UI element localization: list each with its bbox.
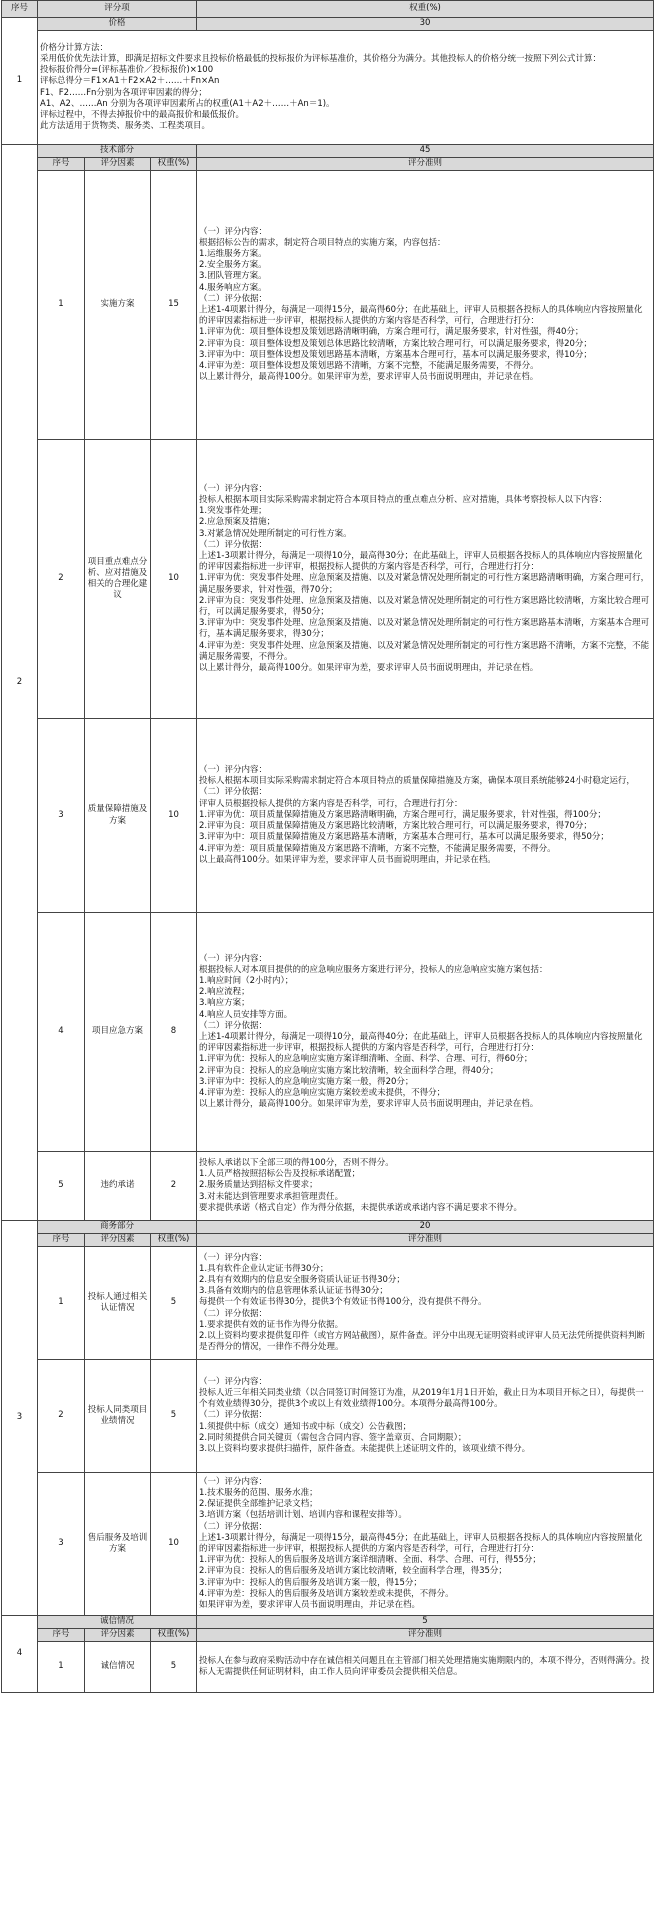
row-criteria-text [197,440,654,719]
table-row [2,1247,654,1360]
row-number: 5 [38,1152,85,1221]
row-factor: 诚信情况 [85,1642,151,1693]
row-factor: 投标人同类项目业绩情况 [85,1360,151,1473]
criteria-line: 要求提供承诺（格式自定）作为得分依据，未提供承诺或承诺内容不满足要求不得分。 [199,1202,523,1213]
criteria-line: 2.响应流程； [199,987,250,998]
criteria-line: 3.评审为中：项目整体设想及策划思路基本清晰，方案基本合理可行，基本可以满足服务要求，得10分； [199,349,592,360]
criteria-line: （一）评分内容： [199,226,268,237]
criteria-line: （二）评分依据： [199,1020,268,1031]
section-criteria-text [38,31,654,145]
sub-header-weight: 权重(%) [151,1234,197,1247]
row-weight: 15 [151,171,197,440]
criteria-line: 以上累计得分，最高得100分。如果评审为差，要求评审人员书面说明理由，并记录在档。 [199,372,539,383]
criteria-line: 上述1-4项累计得分，每满足一项得10分，最高得40分；在此基础上，评审人员根据各投标人的具体响应内容按照量化的评审因素指标进一步评审，根据投标人提供的方案内容是否科学，可行，合理进行打分： [199,1032,643,1054]
row-number: 2 [38,1360,85,1473]
criteria-line: 2.保证提供全部维护记录文档； [199,1499,318,1510]
sub-header-no: 序号 [38,158,85,171]
criteria-line: （二）评分依据： [199,1410,268,1421]
criteria-line: 根据招标公告的需求，制定符合项目特点的实施方案，内容包括： [199,237,446,248]
criteria-line: 3.评审为中：项目质量保障措施及方案思路基本清晰，方案基本合理可行，基本可以满足服务要求，得50分； [199,832,609,843]
row-weight: 8 [151,913,197,1152]
row-factor: 违约承诺 [85,1152,151,1221]
row-weight: 2 [151,1152,197,1221]
section-content-row [2,31,654,145]
row-criteria-text [197,1152,654,1221]
row-number: 1 [38,1642,85,1693]
criteria-line: 3.以上资料均要求提供扫描件，原件备查。未能提供上述证明文件的，该项业绩不得分。 [199,1444,531,1454]
row-criteria-text [197,171,654,440]
section-number: 1 [2,18,38,145]
section-number: 2 [2,145,38,1221]
table-header-row [2,1,654,18]
criteria-line: 2.评审为良：项目整体设想及策划总体思路比较清晰，方案比较合理可行，可以满足服务要求，得20分； [199,338,592,349]
section-number: 4 [2,1616,38,1693]
row-number: 2 [38,440,85,719]
section-number: 3 [2,1221,38,1616]
criteria-line: 3.评审为中：投标人的应急响应实施方案一般，得20分； [199,1076,414,1087]
row-factor: 项目重点难点分析、应对措施及相关的合理化建议 [85,440,151,719]
criteria-line: 1.评审为优：突发事件处理、应急预案及措施、以及对紧急情况处理所制定的可行性方案思路清晰明确，方案合理可行，满足服务要求，针对性强，得70分； [199,573,650,595]
row-factor: 项目应急方案 [85,913,151,1152]
criteria-line: 投标人在参与政府采购活动中存在诚信相关问题且在主管部门相关处理措施实施期限内的，本项不得分，否则得满分。投标人无需提供任何证明材料，由工作人员向评审委员会提供相关信息。 [199,1655,650,1677]
row-weight: 10 [151,440,197,719]
criteria-line: 上述1-4项累计得分，每满足一项得15分，最高得60分；在此基础上，评审人员根据各投标人的具体响应内容按照量化的评审因素指标进一步评审，根据投标人提供的方案内容是否科学，可行，合理进行打分： [199,305,643,327]
criteria-line: （一）评分内容： [199,765,268,776]
criteria-line: 3.对未能达到管理要求承担管理责任。 [199,1191,344,1202]
row-number: 1 [38,171,85,440]
sub-header-factor: 评分因素 [85,1629,151,1642]
sub-header-row [2,1629,654,1642]
row-number: 3 [38,1473,85,1616]
section-header-row [2,1616,654,1629]
row-factor: 实施方案 [85,171,151,440]
criteria-line: 1.评审为优：项目质量保障措施及方案思路清晰明确，方案合理可行，满足服务要求，针对性强，得100分； [199,809,606,820]
criteria-line: （二）评分依据： [199,1308,268,1319]
criteria-line: 4.服务响应方案。 [199,282,267,293]
section-weight: 30 [197,18,654,31]
criteria-line: 2.以上资料均要求提供复印件（或官方网站截图），原件备查。评分中出现无证明资料或评审人员无法凭所提供资料判断是否得分的情况，一律作不得分处理。 [199,1331,645,1353]
sub-header-row [2,1234,654,1247]
table-row [2,1642,654,1693]
criteria-line: 1.技术服务的范围、服务水准； [199,1487,318,1498]
row-weight: 5 [151,1247,197,1360]
section-title: 价格 [38,18,197,31]
criteria-line: （二）评分依据： [199,787,268,798]
criteria-line: 4.评审为差：项目整体设想及策划思路不清晰，方案不完整，不能满足服务需要，不得分。 [199,361,539,372]
criteria-line: 评标总得分＝F1×A1＋F2×A2＋……＋Fn×An [40,76,220,87]
row-factor: 售后服务及培训方案 [85,1473,151,1616]
criteria-line: 3.对紧急情况处理所制定的可行性方案。 [199,528,352,539]
criteria-line: 投标人根据本项目实际采购需求制定符合本项目特点的质量保障措施及方案，确保本项目系统能够24小时稳定运行， [199,776,635,787]
criteria-line: 上述1-3项累计得分，每满足一项得10分，最高得30分；在此基础上，评审人员根据各投标人的具体响应内容按照量化的评审因素指标进一步评审，根据投标人提供的方案内容是否科学，可行，合理进行打分： [199,550,643,573]
section-weight: 20 [197,1221,654,1234]
table-row [2,440,654,719]
section-weight: 45 [197,145,654,158]
criteria-line: A1、A2、……An 分别为各项评审因素所占的权重(A1＋A2＋……＋An＝1)。 [40,98,335,109]
sub-header-row [2,158,654,171]
table-row [2,1473,654,1616]
criteria-line: 如果评审为差，要求评审人员书面说明理由，并记录在档。 [199,1600,421,1611]
criteria-line: 2.评审为良：投标人的应急响应实施方案比较清晰，较全面科学合理，得40分； [199,1065,499,1076]
section-header-row [2,145,654,158]
header-weight: 权重(%) [197,1,654,18]
row-number: 3 [38,719,85,913]
criteria-line: 1.运维服务方案。 [199,248,267,259]
criteria-line: 1.具有软件企业认定证书得30分； [199,1263,329,1274]
row-criteria-text [197,1642,654,1693]
row-number: 4 [38,913,85,1152]
criteria-line: （二）评分依据： [199,539,268,550]
criteria-line: 3.团队管理方案。 [199,271,267,282]
criteria-line: 4.评审为差：突发事件处理、应急预案及措施、以及对紧急情况处理所制定的可行性方案思路不清晰，方案不完整，不能满足服务需要，不得分。 [199,640,650,662]
section-header-row [2,1221,654,1234]
criteria-line: 1.要求提供有效的证书作为得分依据。 [199,1319,344,1330]
row-weight: 10 [151,1473,197,1616]
row-number: 1 [38,1247,85,1360]
row-criteria-text [197,1473,654,1616]
row-weight: 10 [151,719,197,913]
criteria-line: 2.同时须提供合同关键页（需包含合同内容、签字盖章页、合同期限）； [199,1432,467,1443]
table-row [2,913,654,1152]
criteria-line: 3.培训方案（包括培训计划、培训内容和课程安排等）。 [199,1510,407,1521]
criteria-line: （二）评分依据： [199,1521,268,1532]
criteria-line: 1.评审为优：投标人的售后服务及培训方案详细清晰、全面、科学、合理、可行，得55分； [199,1555,541,1566]
sub-header-no: 序号 [38,1234,85,1247]
criteria-line: 1.须提供中标（成交）通知书或中标（成交）公告截图； [199,1421,412,1432]
criteria-line: 上述1-3项累计得分，每满足一项得15分，最高得45分；在此基础上，评审人员根据各投标人的具体响应内容按照量化的评审因素指标进一步评审，根据投标人提供的方案内容是否科学，可行，合理进行打分： [199,1532,643,1554]
criteria-line: 3.具备有效期内的信息管理体系认证证书得30分； [199,1286,388,1297]
row-criteria-text [197,913,654,1152]
criteria-line: 3.评审为中：投标人的售后服务及培训方案一般，得15分； [199,1577,422,1588]
section-title: 技术部分 [38,145,197,158]
criteria-line: 评审人员根据投标人提供的方案内容是否科学，可行，合理进行打分： [199,798,463,809]
criteria-line: 2.应急预案及措施； [199,517,276,528]
criteria-line: （一）评分内容： [199,1476,268,1487]
criteria-line: 2.服务质量达到招标文件要求； [199,1180,318,1191]
criteria-line: F1、F2……Fn分别为各项评审因素的得分； [40,87,207,98]
table-row [2,719,654,913]
criteria-line: 投标人近三年相关同类业绩（以合同签订时间签订为准，从2019年1月1日开始，截止日为本项目开标之日），每提供一个有效业绩得30分，提供3个或以上有效业绩得100分。本项得分最高得100分。 [199,1387,644,1410]
criteria-line: （一）评分内容： [199,1252,268,1263]
table-row [2,1152,654,1221]
header-no: 序号 [2,1,38,18]
criteria-line: 评标过程中，不得去掉报价中的最高报价和最低报价。 [40,109,245,120]
row-criteria-text [197,719,654,913]
criteria-line: 以上累计得分，最高得100分。如果评审为差，要求评审人员书面说明理由，并记录在档。 [199,1099,539,1110]
sub-header-criteria: 评分准则 [197,1629,654,1642]
row-weight: 5 [151,1642,197,1693]
section-title: 商务部分 [38,1221,197,1234]
row-factor: 质量保障措施及方案 [85,719,151,913]
criteria-line: 2.评审为良：项目质量保障措施及方案思路比较清晰，方案比较合理可行，可以满足服务要求，得70分； [199,821,592,832]
header-item: 评分项 [38,1,197,18]
criteria-line: 以上最高得100分。如果评审为差，要求评审人员书面说明理由，并记录在档。 [199,854,496,865]
criteria-line: （一）评分内容： [199,953,268,964]
criteria-line: 以上累计得分，最高得100分。如果评审为差，要求评审人员书面说明理由，并记录在档。 [199,663,539,674]
criteria-line: 投标报价得分=(评标基准价／投标报价)×100 [40,65,214,76]
criteria-line: 价格分计算方法： [40,42,109,53]
criteria-line: 4.评审为差：项目质量保障措施及方案思路不清晰，方案不完整，不能满足服务需要，不得分。 [199,843,556,854]
sub-header-no: 序号 [38,1629,85,1642]
section-title: 诚信情况 [38,1616,197,1629]
criteria-line: 此方法适用于货物类、服务类、工程类项目。 [40,121,211,132]
criteria-line: 4.评审为差：投标人的应急响应实施方案较差或未提供，不得分； [199,1088,446,1099]
criteria-line: 2.评审为良：投标人的售后服务及培训方案比较清晰，较全面科学合理，得35分； [199,1566,507,1577]
criteria-line: 采用低价优先法计算，即满足招标文件要求且投标价格最低的投标报价为评标基准价，其价格分为满分。其他投标人的价格分统一按照下列公式计算： [40,53,602,64]
criteria-line: 2.具有有效期内的信息安全服务资质认证证书得30分； [199,1274,405,1285]
criteria-line: 4.评审为差：投标人的售后服务及培训方案较差或未提供，不得分。 [199,1588,454,1599]
criteria-line: 投标人承诺以下全部三项的得100分，否则不得分。 [199,1157,394,1168]
row-weight: 5 [151,1360,197,1473]
row-criteria-text [197,1247,654,1360]
criteria-line: （一）评分内容： [199,1376,268,1387]
criteria-line: （一）评分内容： [199,483,268,494]
criteria-line: （二）评分依据： [199,293,268,304]
sub-header-factor: 评分因素 [85,1234,151,1247]
sub-header-criteria: 评分准则 [197,158,654,171]
sub-header-weight: 权重(%) [151,158,197,171]
table-row [2,1360,654,1473]
row-factor: 投标人通过相关认证情况 [85,1247,151,1360]
criteria-line: 3.响应方案； [199,998,250,1009]
sub-header-criteria: 评分准则 [197,1234,654,1247]
criteria-line: 3.评审为中：突发事件处理、应急预案及措施、以及对紧急情况处理所制定的可行性方案思路基本清晰，方案基本合理可行，基本满足服务要求，得30分； [199,618,650,640]
section-weight: 5 [197,1616,654,1629]
criteria-line: 1.响应时间（2小时内）； [199,975,294,986]
sub-header-weight: 权重(%) [151,1629,197,1642]
criteria-line: 根据投标人对本项目提供的的应急响应服务方案进行评分，投标人的应急响应实施方案包括： [199,964,548,975]
section-header-row [2,18,654,31]
table-row [2,171,654,440]
criteria-line: 2.安全服务方案。 [199,260,267,271]
criteria-line: 1.评审为优：项目整体设想及策划思路清晰明确，方案合理可行，满足服务要求，针对性强，得40分； [199,327,584,338]
row-criteria-text [197,1360,654,1473]
criteria-line: 1.突发事件处理； [199,506,267,517]
sub-header-factor: 评分因素 [85,158,151,171]
criteria-line: 1.评审为优：投标人的应急响应实施方案详细清晰、全面、科学、合理、可行，得60分； [199,1054,533,1065]
criteria-line: 投标人根据本项目实际采购需求制定符合本项目特点的重点难点分析、应对措施，具体考察投标人以下内容： [199,494,608,505]
criteria-line: 每提供一个有效证书得30分，提供3个有效证书得100分，没有提供不得分。 [199,1297,487,1308]
criteria-line: 4.响应人员安排等方面。 [199,1009,293,1020]
scoring-table [1,0,654,1693]
criteria-line: 2.评审为良：突发事件处理、应急预案及措施、以及对紧急情况处理所制定的可行性方案思路比较清晰，方案比较合理可行，可以满足服务要求，得50分； [199,595,650,617]
criteria-line: 1.人员严格按照招标公告及投标承诺配置； [199,1169,361,1180]
